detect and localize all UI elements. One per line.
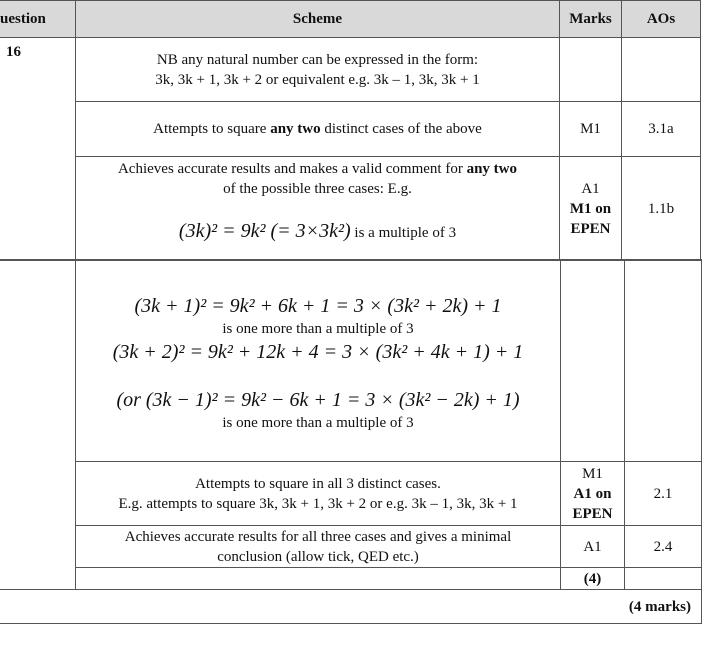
marks-header: Marks [560,1,622,38]
scheme-text: is a multiple of 3 [350,225,457,241]
marks-cell: M1 [560,102,622,157]
total-marks: (4 marks) [0,590,702,624]
table-row [0,157,701,261]
marks-cell [561,462,625,526]
question-number-text: 16 [6,44,21,60]
scheme-text-bold: any two [270,121,321,137]
scheme-header: Scheme [76,1,560,38]
marks-cell [560,38,622,102]
scheme-cell [76,260,561,462]
scheme-text-line: is one more than a multiple of 3 [222,320,414,337]
marks-cell [560,157,622,261]
scheme-text-line: conclusion (allow tick, QED etc.) [217,548,419,565]
question-number [0,38,76,261]
equation: (3k + 1)² = 9k² + 6k + 1 = 3 × (3k² + 2k) + 1 [134,294,502,317]
scheme-text-line: of the possible three cases: E.g. [223,181,412,197]
table-row [0,526,702,568]
scheme-cell [76,462,561,526]
table-row [0,102,701,157]
ao-cell: 3.1a [622,102,701,157]
marks-text: M1 on [569,200,612,217]
scheme-cell [76,526,561,568]
scheme-cell [76,38,560,102]
scheme-text: Achieves accurate results and makes a valid comment for [117,161,467,177]
ao-cell [622,38,701,102]
ao-cell: 2.4 [625,526,702,568]
aos-header: AOs [622,1,701,38]
marks-cell [561,260,625,462]
mark-scheme-table-upper [0,0,701,261]
table-row [0,38,701,102]
scheme-text-line: Achieves accurate results for all three cases and gives a minimal [124,528,512,545]
scheme-text: Attempts to square [153,121,271,137]
mark-scheme-table-lower [0,259,702,624]
ao-cell: 1.1b [622,157,701,261]
scheme-text-line: Attempts to square in all 3 distinct cases. [195,475,441,492]
scheme-text: distinct cases of the above [320,121,482,137]
scheme-text-bold: any two [466,161,518,177]
scheme-text-line: 3k, 3k + 1, 3k + 2 or equivalent e.g. 3k – 1, 3k, 3k + 1 [155,71,480,88]
header-row [0,1,701,38]
scheme-cell [76,102,560,157]
scheme-cell [76,157,560,261]
equation: (3k)² = 9k² (= 3×3k²) [178,220,351,242]
subtotal-marks: (4) [561,568,625,590]
table-row [0,462,702,526]
ao-cell [625,260,702,462]
marks-text: A1 on [573,485,612,502]
ao-cell [625,568,702,590]
question-header: uestion [0,1,76,38]
marks-text: EPEN [570,220,611,237]
equation: (3k + 2)² = 9k² + 12k + 4 = 3 × (3k² + 4k + 1) + 1 [112,340,524,363]
scheme-cell [76,568,561,590]
ao-cell: 2.1 [625,462,702,526]
subtotal-row [0,568,702,590]
table-row [0,260,702,462]
question-cell-continued [0,260,76,590]
marks-cell: A1 [561,526,625,568]
equation: (or (3k − 1)² = 9k² − 6k + 1 = 3 × (3k² − 2k) + 1) [116,388,520,411]
marks-text: EPEN [572,505,613,522]
scheme-text-line: NB any natural number can be expressed in the form: [156,51,479,68]
marks-text: A1 [581,180,600,197]
total-row [0,590,702,624]
marks-text: M1 [582,465,603,482]
scheme-text-line: is one more than a multiple of 3 [222,414,414,431]
scheme-text-line: E.g. attempts to square 3k, 3k + 1, 3k + 2 or e.g. 3k – 1, 3k, 3k + 1 [118,495,518,512]
